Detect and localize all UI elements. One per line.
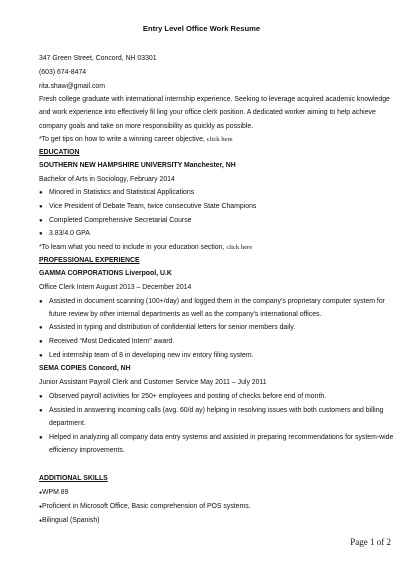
bullet-icon: ● [39,231,43,237]
career-tip [39,136,233,144]
contact-phone: (603) 674-8474 [39,69,87,76]
career-tip-link[interactable]: click here [206,136,233,143]
education-tip [39,244,252,252]
bullet-icon: ● [39,204,43,210]
career-tip-text: *To get tips on how to write a winning career objective, [39,136,205,143]
page-title: Entry Level Office Work Resume [142,24,261,33]
bullet-icon: ● [39,353,43,359]
page-number: Page 1 of 2 [350,537,391,547]
skill-item: ●Proficient in Microsoft Office, Basic comprehension of POS systems. [39,503,251,510]
bullet-icon: ● [39,339,43,345]
summary-line-2: and work experience into effectively fil ling your office clerk position. A dedicated worker aiming to help achieve [39,109,376,116]
education-heading: EDUCATION [39,149,80,156]
job2-company: SEMA COPIES Concord, NH [39,365,131,372]
skills-heading: ADDITIONAL SKILLS [39,475,108,482]
bullet-icon: ● [39,518,43,524]
bullet-icon: ● [39,408,43,414]
education-tip-text: *To learn what you need to include in your education section, [39,244,225,251]
resume-page: Entry Level Office Work Resume 347 Green Street, Concord, NH 03301 (603) 674-8474 rita.shaw@gmail.com Fresh college graduate with international internship experience. Seeking to leverage acquired academic knowledge and work experience into effectively fil ling your office clerk position. A dedicated worker aiming to help achieve company goals and take on more responsibility as quickly as possible. *To get tips on how to write a winning career objective, click here EDUCATION SOUTHERN NEW HAMPSHIRE UNIVERSITY Manchester, NH Bachelor of Arts in Sociology, February 2014 ● Minored in Statistics and Statistical Applications ● Vice President of Debate Team, twice consecutive State Champions ● Completed Comprehensive Secretarial Course ● 3.83/4.0 GPA *To learn what you need to include in your education section, click here PROFESSIONAL EXPERIENCE GAMMA CORPORATIONS Liverpool, U.K Office Clerk Intern August 2013 – December 2014 ● Assisted in document scanning (100+/day) and logged them in the company’s proprietary computer system for future review by other internal departments as well as the company’s international offices. ● Assisted in typing and distribution of confidential letters for senior members daily. ● Received “Most Dedicated Intern” award. ● Led internship team of 8 in developing new inv entory filing system. SEMA COPIES Concord, NH Junior Assistant Payroll Clerk and Customer Service May 2011 – July 2011 ● Observed payroll activities for 250+ employees and posting of checks before end of month. ● Assisted in answering incoming calls (avg. 60/d ay) helping in resolving issues with both customers and billing department. ● Helped in analyzing all company data entry systems and assisted in preparing recommendations for system-wide efficiency improvements. ADDITIONAL SKILLS ●WPM 89 ●Proficient in Microsoft Office, Basic comprehension of POS systems. ●Bilingual (Spanish) Page 1 of 2 [0,0,403,570]
bullet-icon: ● [39,435,43,441]
bullet-icon: ● [39,504,43,510]
summary-line-1: Fresh college graduate with international internship experience. Seeking to leverage acquired academic knowledge [39,96,390,103]
summary-line-3: company goals and take on more responsibility as quickly as possible. [39,123,254,130]
bullet-icon: ● [39,299,43,305]
job2-role: Junior Assistant Payroll Clerk and Customer Service May 2011 – July 2011 [39,379,267,386]
bullet-icon: ● [39,190,43,196]
bullet-icon: ● [39,394,43,400]
skill-item: ●Bilingual (Spanish) [39,517,100,524]
bullet-icon: ● [39,218,43,224]
bullet-icon: ● [39,325,43,331]
education-degree: Bachelor of Arts in Sociology, February 2014 [39,176,175,183]
bullet-icon: ● [39,490,43,496]
education-school: SOUTHERN NEW HAMPSHIRE UNIVERSITY Manchester, NH [39,162,236,169]
job1-role: Office Clerk Intern August 2013 – December 2014 [39,284,192,291]
contact-email: rita.shaw@gmail.com [39,83,105,90]
skill-item: ●WPM 89 [39,489,69,496]
experience-heading: PROFESSIONAL EXPERIENCE [39,257,140,264]
contact-address: 347 Green Street, Concord, NH 03301 [39,55,157,62]
job1-company: GAMMA CORPORATIONS Liverpool, U.K [39,270,172,277]
education-tip-link[interactable]: click here [226,244,253,251]
